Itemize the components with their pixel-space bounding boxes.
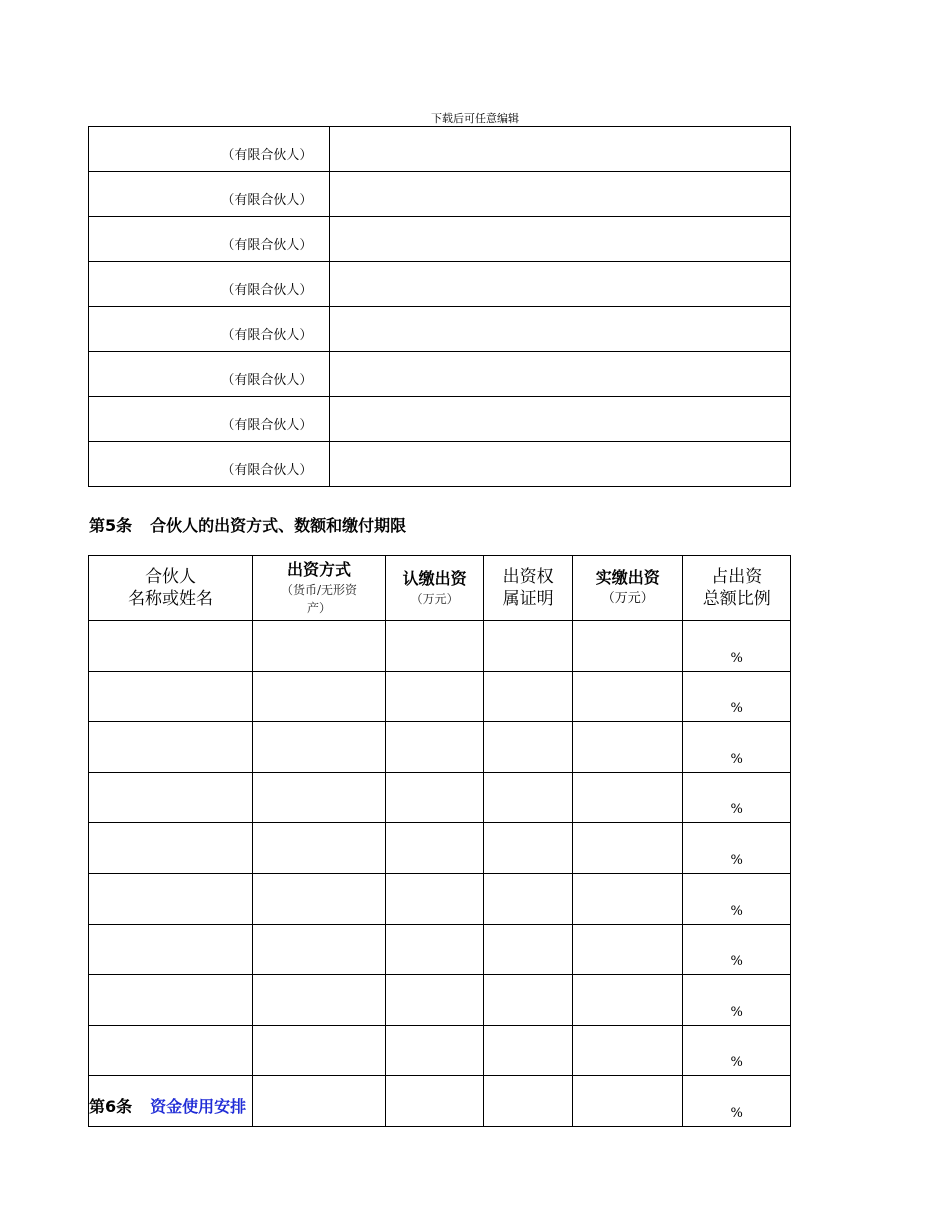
header-ownership-proof (484, 556, 573, 621)
table-header-row (89, 556, 791, 621)
partner-name-cell (330, 397, 791, 442)
partner-role: （有限合伙人） (89, 307, 330, 352)
percent-cell: % (683, 722, 791, 773)
header-partner (89, 556, 253, 621)
table-row (89, 671, 791, 722)
header-text: 总额比例 (702, 589, 771, 609)
section-6-heading (89, 1097, 246, 1117)
partner-role: （有限合伙人） (89, 127, 330, 172)
table-row (89, 172, 791, 217)
header-subtext: （万元） (410, 592, 459, 606)
table-row (89, 975, 791, 1026)
percent-cell: % (683, 1076, 791, 1127)
partner-name-cell (330, 442, 791, 487)
table-row (89, 262, 791, 307)
header-text: 合伙人 (145, 567, 197, 587)
table-row (89, 823, 791, 874)
partners-table (88, 126, 791, 487)
partner-role: （有限合伙人） (89, 352, 330, 397)
percent-cell: % (683, 621, 791, 672)
partner-role: （有限合伙人） (89, 442, 330, 487)
header-subtext: （万元） (601, 591, 654, 606)
table-row (89, 722, 791, 773)
table-row (89, 397, 791, 442)
partner-name-cell (330, 307, 791, 352)
header-subtext: （货币/无形资产） (280, 583, 357, 615)
header-text: 出资方式 (286, 560, 351, 579)
section-number: 第5条 (89, 516, 133, 535)
section-title: 合伙人的出资方式、数额和缴付期限 (150, 516, 407, 535)
header-paid-in (572, 556, 683, 621)
page-header: 下载后可任意编辑 (431, 112, 519, 125)
section-number: 第6条 (89, 1097, 133, 1116)
header-method (253, 556, 386, 621)
table-row (89, 307, 791, 352)
header-text: 属证明 (502, 589, 554, 609)
partner-name-cell (330, 262, 791, 307)
partner-name-cell (330, 172, 791, 217)
table-row (89, 217, 791, 262)
table-row (89, 621, 791, 672)
table-row (89, 442, 791, 487)
partner-role: （有限合伙人） (89, 172, 330, 217)
header-text: 名称或姓名 (128, 589, 214, 609)
header-text: 实缴出资 (595, 568, 660, 587)
table-row (89, 873, 791, 924)
percent-cell: % (683, 975, 791, 1026)
header-subscribed (385, 556, 484, 621)
table-row (89, 127, 791, 172)
table-row (89, 924, 791, 975)
section-title: 资金使用安排 (150, 1097, 247, 1116)
partner-name-cell (330, 127, 791, 172)
percent-cell: % (683, 823, 791, 874)
partner-role: （有限合伙人） (89, 262, 330, 307)
percent-cell: % (683, 671, 791, 722)
partner-name-cell (330, 352, 791, 397)
partner-role: （有限合伙人） (89, 397, 330, 442)
section-5-heading (89, 516, 406, 536)
header-text: 占出资 (711, 567, 763, 587)
header-ratio (683, 556, 791, 621)
percent-cell: % (683, 1025, 791, 1076)
table-row (89, 1025, 791, 1076)
percent-cell: % (683, 924, 791, 975)
header-text: 出资权 (502, 567, 554, 587)
header-text: 认缴出资 (402, 569, 467, 588)
percent-cell: % (683, 772, 791, 823)
table-row (89, 352, 791, 397)
contribution-table (88, 555, 791, 1127)
partner-role: （有限合伙人） (89, 217, 330, 262)
table-row (89, 772, 791, 823)
partner-name-cell (330, 217, 791, 262)
percent-cell: % (683, 873, 791, 924)
